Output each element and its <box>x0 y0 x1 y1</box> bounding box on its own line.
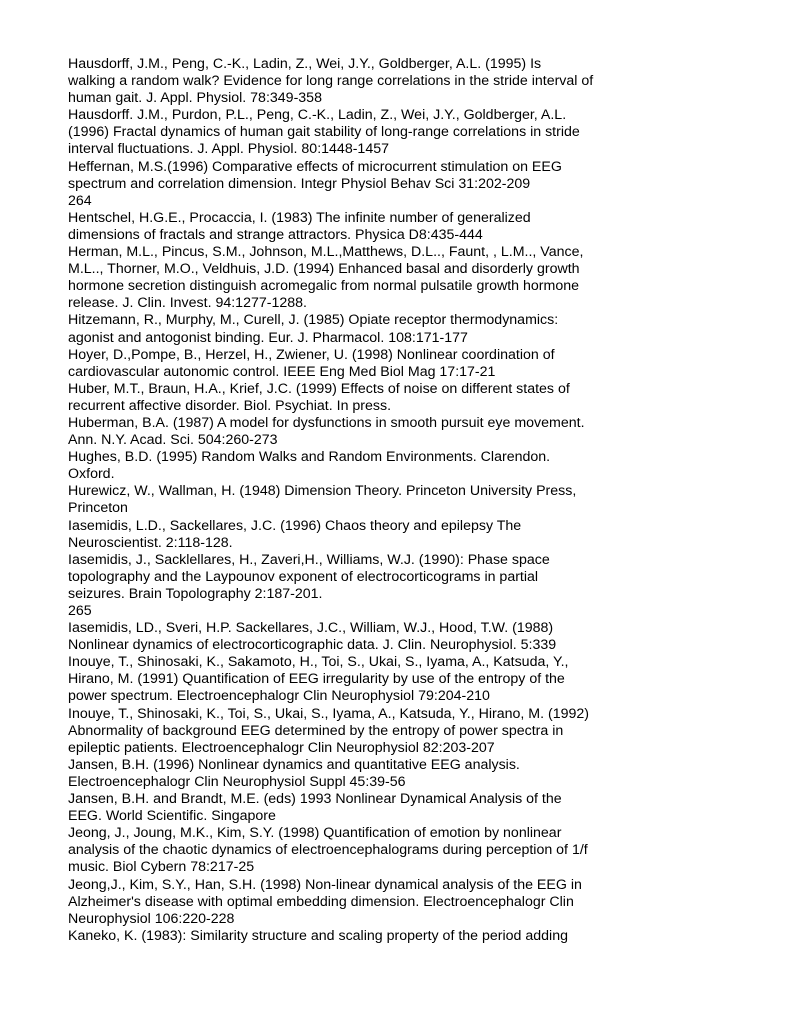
reference-line: Hughes, B.D. (1995) Random Walks and Random Environments. Clarendon. <box>68 449 551 466</box>
reference-entry <box>68 244 668 312</box>
reference-line: Hoyer, D.,Pompe, B., Herzel, H., Zwiener, U. (1998) Nonlinear coordination of <box>68 346 555 363</box>
reference-line: Nonlinear dynamics of electrocorticographic data. J. Clin. Neurophysiol. 5:339 <box>68 637 557 654</box>
reference-entry <box>68 312 668 346</box>
reference-line: (1996) Fractal dynamics of human gait stability of long-range correlations in stride <box>68 124 580 141</box>
reference-line: Iasemidis, L.D., Sackellares, J.C. (1996) Chaos theory and epilepsy The <box>68 517 522 534</box>
reference-line: Ann. N.Y. Acad. Sci. 504:260-273 <box>68 432 278 449</box>
reference-line: M.L.., Thorner, M.O., Veldhuis, J.D. (1994) Enhanced basal and disorderly growth <box>68 261 580 278</box>
reference-line: topolography and the Laypounov exponent of electrocorticograms in partial <box>68 568 539 585</box>
reference-line: Kaneko, K. (1983): Similarity structure and scaling property of the period adding <box>68 927 568 944</box>
reference-line: Alzheimer's disease with optimal embedding dimension. Electroencephalogr Clin <box>68 893 574 910</box>
reference-line: spectrum and correlation dimension. Integr Physiol Behav Sci 31:202-209 <box>68 175 531 192</box>
reference-list <box>68 56 668 945</box>
reference-line: power spectrum. Electroencephalogr Clin Neurophysiol 79:204-210 <box>68 688 490 705</box>
reference-entry <box>68 449 668 483</box>
page-number <box>68 193 668 210</box>
reference-line: cardiovascular autonomic control. IEEE Eng Med Biol Mag 17:17-21 <box>68 363 496 380</box>
reference-line: Heffernan, M.S.(1996) Comparative effects of microcurrent stimulation on EEG <box>68 158 562 175</box>
reference-line: Hentschel, H.G.E., Procaccia, I. (1983) The infinite number of generalized <box>68 209 531 226</box>
reference-line: Abnormality of background EEG determined by the entropy of power spectra in <box>68 722 564 739</box>
page-number-text: 264 <box>68 192 92 209</box>
reference-line: agonist and antogonist binding. Eur. J. Pharmacol. 108:171-177 <box>68 329 468 346</box>
reference-entry <box>68 552 668 603</box>
reference-line: Iasemidis, LD., Sveri, H.P. Sackellares, J.C., William, W.J., Hood, T.W. (1988) <box>68 620 554 637</box>
reference-entry <box>68 791 668 825</box>
reference-line: Hurewicz, W., Wallman, H. (1948) Dimension Theory. Princeton University Press, <box>68 483 577 500</box>
reference-line: Huberman, B.A. (1987) A model for dysfunctions in smooth pursuit eye movement. <box>68 414 585 431</box>
reference-line: Princeton <box>68 500 128 517</box>
reference-entry <box>68 381 668 415</box>
reference-line: epileptic patients. Electroencephalogr Clin Neurophysiol 82:203-207 <box>68 739 495 756</box>
reference-line: Neuroscientist. 2:118-128. <box>68 534 233 551</box>
reference-entry <box>68 518 668 552</box>
page-number <box>68 603 668 620</box>
reference-line: Jeong, J., Joung, M.K., Kim, S.Y. (1998) Quantification of emotion by nonlinear <box>68 825 562 842</box>
reference-entry <box>68 159 668 193</box>
reference-entry <box>68 928 668 945</box>
reference-line: Hirano, M. (1991) Quantification of EEG irregularity by use of the entropy of the <box>68 671 565 688</box>
reference-entry <box>68 210 668 244</box>
reference-entry <box>68 706 668 757</box>
reference-line: Oxford. <box>68 466 115 483</box>
reference-entry <box>68 620 668 654</box>
reference-line: Hitzemann, R., Murphy, M., Curell, J. (1985) Opiate receptor thermodynamics: <box>68 312 559 329</box>
reference-line: music. Biol Cybern 78:217-25 <box>68 859 255 876</box>
reference-entry <box>68 757 668 791</box>
reference-line: Inouye, T., Shinosaki, K., Toi, S., Ukai, S., Iyama, A., Katsuda, Y., Hirano, M. (1992) <box>68 705 589 722</box>
reference-entry <box>68 825 668 876</box>
reference-line: Inouye, T., Shinosaki, K., Sakamoto, H., Toi, S., Ukai, S., Iyama, A., Katsuda, Y., <box>68 654 569 671</box>
reference-line: recurrent affective disorder. Biol. Psychiat. In press. <box>68 397 392 414</box>
reference-entry <box>68 654 668 705</box>
reference-entry <box>68 347 668 381</box>
reference-line: Herman, M.L., Pincus, S.M., Johnson, M.L.,Matthews, D.L.., Faunt, , L.M.., Vance, <box>68 244 584 261</box>
reference-entry <box>68 483 668 517</box>
reference-line: Huber, M.T., Braun, H.A., Krief, J.C. (1999) Effects of noise on different states of <box>68 380 570 397</box>
reference-line: Iasemidis, J., Sacklellares, H., Zaveri,H., Williams, W.J. (1990): Phase space <box>68 551 550 568</box>
reference-entry <box>68 107 668 158</box>
reference-line: hormone secretion distinguish acromegalic from normal pulsatile growth hormone <box>68 278 579 295</box>
reference-line: Jansen, B.H. (1996) Nonlinear dynamics and quantitative EEG analysis. <box>68 756 520 773</box>
reference-line: human gait. J. Appl. Physiol. 78:349-358 <box>68 90 322 107</box>
reference-line: Hausdorff, J.M., Peng, C.-K., Ladin, Z., Wei, J.Y., Goldberger, A.L. (1995) Is <box>68 56 542 72</box>
reference-line: walking a random walk? Evidence for long range correlations in the stride interval of <box>68 73 594 90</box>
reference-line: Hausdorff. J.M., Purdon, P.L., Peng, C.-K., Ladin, Z., Wei, J.Y., Goldberger, A.L. <box>68 107 567 124</box>
reference-line: Electroencephalogr Clin Neurophysiol Suppl 45:39-56 <box>68 773 406 790</box>
reference-line: release. J. Clin. Invest. 94:1277-1288. <box>68 295 307 312</box>
reference-entry <box>68 415 668 449</box>
reference-line: Jansen, B.H. and Brandt, M.E. (eds) 1993 Nonlinear Dynamical Analysis of the <box>68 791 562 808</box>
reference-line: Jeong,J., Kim, S.Y., Han, S.H. (1998) Non-linear dynamical analysis of the EEG in <box>68 876 582 893</box>
reference-line: Neurophysiol 106:220-228 <box>68 910 235 927</box>
reference-entry <box>68 877 668 928</box>
reference-line: EEG. World Scientific. Singapore <box>68 808 276 825</box>
reference-line: interval fluctuations. J. Appl. Physiol. 80:1448-1457 <box>68 141 389 158</box>
reference-line: seizures. Brain Topolography 2:187-201. <box>68 585 323 602</box>
reference-line: analysis of the chaotic dynamics of electroencephalograms during perception of 1/f <box>68 842 588 859</box>
page-number-text: 265 <box>68 603 92 619</box>
reference-line: dimensions of fractals and strange attractors. Physica D8:435-444 <box>68 226 483 243</box>
reference-entry <box>68 56 668 107</box>
